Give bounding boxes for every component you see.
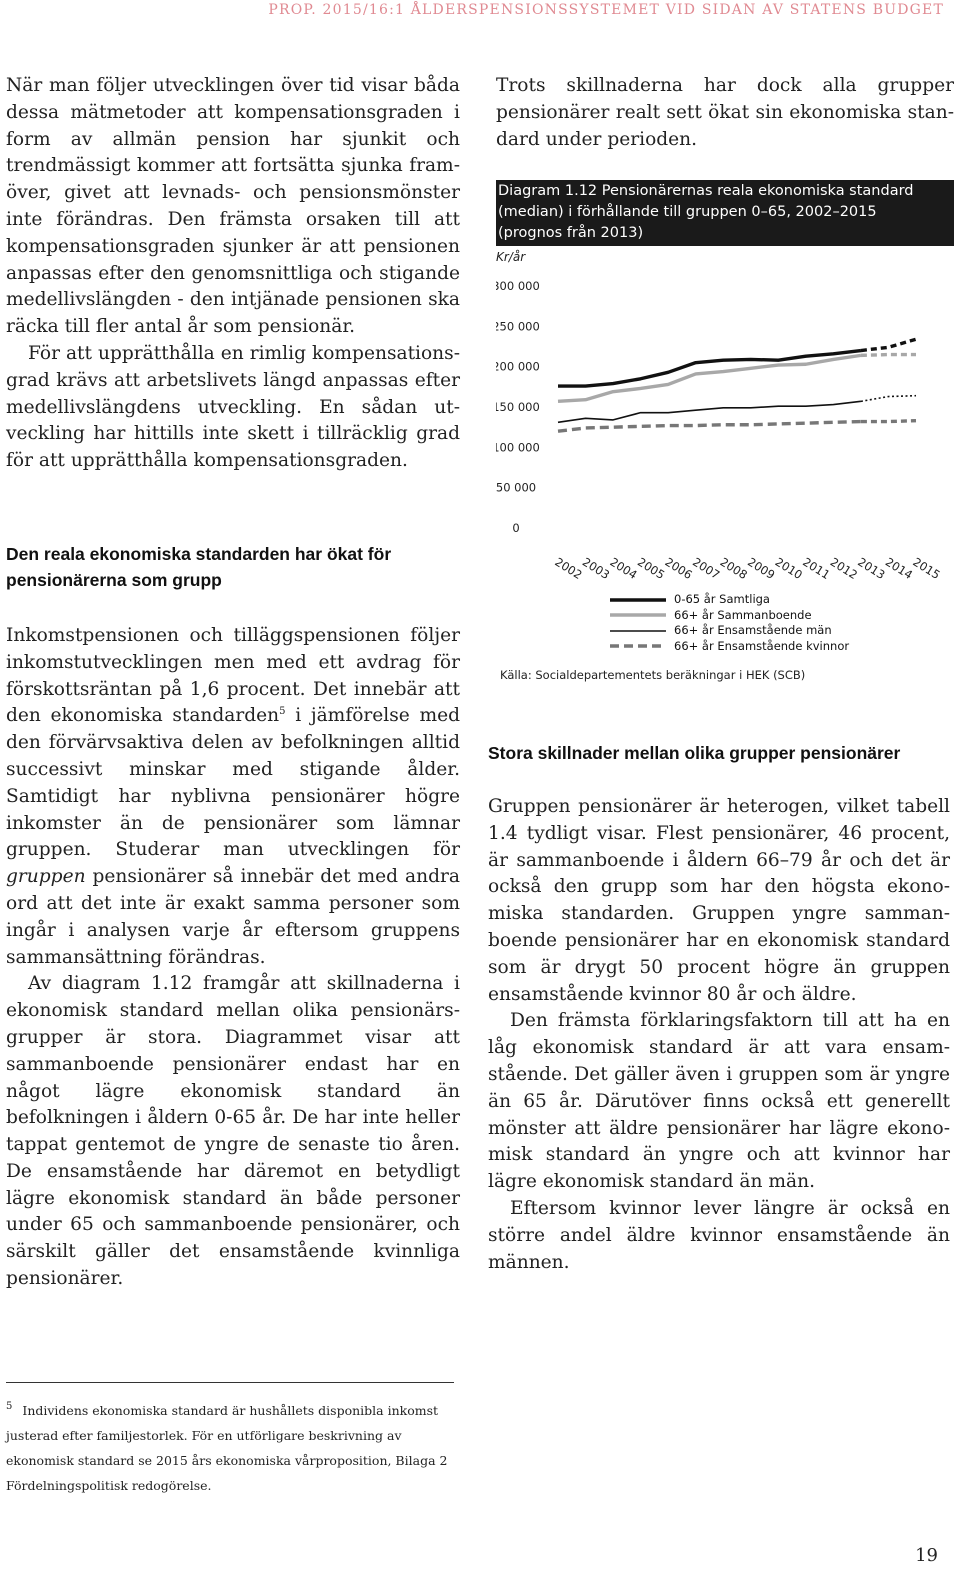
x-tick-label: 2008: [717, 554, 750, 583]
series-forecast-line: [861, 421, 916, 422]
paragraph-text: i jämförelse med den förvärvsaktiva delen av befolkningen alltid successivt minskar med stigande ålder. Samtidigt har nyblivna pensionärer högre inkomster än de pensionärer som lämnar gruppen. Studerar man utvecklingen för: [6, 705, 460, 861]
paragraph: För att upprätthålla en rimlig kompensationsgrad krävs att arbetslivets längd anpassas efter medellivslängdens utveckling. En sådan utveckling har hittills inte skett i tillräcklig grad för att upprätthålla kompensationsgraden.: [6, 342, 460, 472]
x-tick-label: 2003: [579, 554, 613, 583]
x-tick-label: 2006: [662, 554, 695, 583]
paragraph: [6, 623, 460, 971]
x-tick-label: 2004: [607, 554, 640, 583]
chart-svg: [496, 246, 946, 586]
section-heading: Den reala ekonomiska standarden har ökat för pensionärerna som grupp: [6, 543, 392, 590]
chart-title-line: (median) i förhållande till gruppen 0–65, 2002–2015: [498, 204, 877, 220]
x-tick-label: 2014: [882, 554, 916, 583]
line-chart: [496, 246, 946, 590]
chart-title-line: (prognos från 2013): [498, 225, 644, 241]
y-tick-label: 100 000: [496, 440, 540, 455]
x-tick-label: 2010: [772, 554, 805, 583]
chart-legend: [610, 592, 849, 654]
footnote-number: 5: [6, 1401, 13, 1412]
y-tick-label: 150 000: [496, 400, 540, 414]
paragraph: Trots skillnaderna har dock alla grupper pensionärer realt sett ökat sin ekonomiska standard under perioden.: [496, 75, 954, 150]
x-tick-label: 2005: [635, 554, 668, 583]
x-tick-label: 2013: [855, 554, 888, 583]
x-tick-label: 2007: [690, 554, 723, 583]
series-line: [558, 351, 861, 386]
x-tick-label: 2015: [910, 554, 943, 583]
legend-item: [610, 639, 849, 655]
left-column: [6, 73, 460, 1293]
series-forecast-line: [861, 355, 916, 356]
legend-label: 66+ år Ensamstående kvinnor: [674, 638, 850, 653]
y-tick-label: 300 000: [496, 279, 540, 293]
chart-title: [496, 180, 954, 246]
paragraph: Eftersom kvinnor lever längre är också en större andel äldre kvinnor ensamstående än männen.: [488, 1197, 950, 1273]
y-tick-label: 0: [512, 521, 520, 535]
emphasis-text: gruppen: [6, 866, 86, 888]
page-number: 19: [915, 1545, 938, 1566]
paragraph-text: Inkomstpensionen och tilläggspensionen följer inkomstutvecklingen men med ett avdrag för förskottsräntan på 1,6 procent. Det innebär att den ekonomiska standarden: [6, 624, 460, 727]
chart-title-line: Diagram 1.12 Pensionärernas reala ekonomiska standard: [498, 183, 914, 199]
legend-item: [610, 608, 849, 624]
paragraph: Den främsta förklaringsfaktorn till att ha en låg ekonomisk standard är att vara ensamstående. Det gäller även i gruppen som är yngre än 65 år. Därutöver finns också ett generellt mönster att äldre pensionärer har lägre ekonomisk standard än yngre och att kvinnor har lägre ekonomisk standard än män.: [488, 1010, 950, 1193]
right-column-intro: [496, 73, 954, 153]
series-line: [558, 401, 861, 422]
paragraph: Gruppen pensionärer är heterogen, vilket tabell 1.4 tydligt visar. Flest pensionärer, 46 procent, är sammanboende i åldern 66–79 år och det är också den grupp som har den högsta ekonomiska standarden. Gruppen yngre sammanboende pensionärer har en ekonomisk standard som är drygt 50 procent högre än gruppen ensamstående kvinnor 80 år och äldre.: [488, 796, 950, 1005]
right-column-body: [488, 740, 950, 1276]
legend-swatch: [610, 627, 666, 635]
series-forecast-line: [861, 396, 916, 402]
chart-source: Källa: Socialdepartementets beräkningar i HEK (SCB): [500, 668, 806, 682]
paragraph: När man följer utvecklingen över tid visar båda dessa mätmetoder att kompensationsgraden i form av allmän pension har sjunkit och trendmässigt kommer att fortsätta sjunka framöver, givet att levnads- och pensionsmönster inte förändras. Den främsta orsaken till att kompensationsgraden sjunker är att pensionen anpassas efter den genomsnittliga och stigande medellivslängden - den intjänade pensionen ska räcka till fler antal år som pensionär.: [6, 75, 460, 338]
paragraph-text: pensionärer så innebär det med andra ord att det inte är exakt samma personer som ingår i analysen varje år eftersom gruppens sammansättning förändras.: [6, 866, 460, 968]
legend-label: 66+ år Sammanboende: [674, 607, 812, 622]
y-axis-label: Kr/år: [496, 250, 526, 264]
legend-label: 66+ år Ensamstående män: [674, 623, 832, 637]
footnote-ref: 5: [279, 706, 286, 718]
y-tick-label: 200 000: [496, 359, 540, 374]
x-tick-label: 2002: [552, 554, 585, 583]
y-tick-label: 50 000: [496, 480, 537, 495]
x-tick-label: 2009: [745, 554, 778, 583]
legend-item: [610, 592, 849, 608]
legend-swatch: [610, 642, 666, 650]
paragraph: Av diagram 1.12 framgår att skillnaderna i ekonomisk standard mellan olika pensionärsgrupper är stora. Diagrammet visar att sammanboende pensionärer endast har en något lägre ekonomisk standard än befolkningen i åldern 0-65 år. De har inte heller tappat gentemot de yngre de senaste tio åren. De ensamstående har däremot en betydligt lägre ekonomisk standard än både personer under 65 och sammanboende pensionärer, och särskilt gäller det ensamstående kvinnliga pensionärer.: [6, 973, 460, 1290]
legend-swatch: [610, 611, 666, 619]
legend-label: 0-65 år Samtliga: [674, 592, 770, 606]
footnote-text: Individens ekonomiska standard är hushållets disponibla inkomst justerad efter familjestorlek. För en utförligare beskrivning av ekonomisk standard se 2015 års ekonomiska vårproposition, Bilaga 2 Fördelningspolitisk redogörelse.: [6, 1403, 448, 1493]
section-heading: Stora skillnader mellan olika grupper pensionärer: [488, 743, 901, 763]
x-tick-label: 2011: [800, 554, 833, 583]
footnote-divider: [6, 1382, 454, 1383]
y-tick-label: 250 000: [496, 319, 540, 334]
legend-item: [610, 623, 849, 639]
footnote: [6, 1398, 454, 1498]
legend-swatch: [610, 596, 666, 604]
x-tick-label: 2012: [827, 554, 861, 583]
series-forecast-line: [861, 339, 916, 350]
running-header: PROP. 2015/16:1 ÅLDERSPENSIONSSYSTEMET VID SIDAN AV STATENS BUDGET: [268, 2, 944, 18]
series-line: [558, 422, 861, 432]
